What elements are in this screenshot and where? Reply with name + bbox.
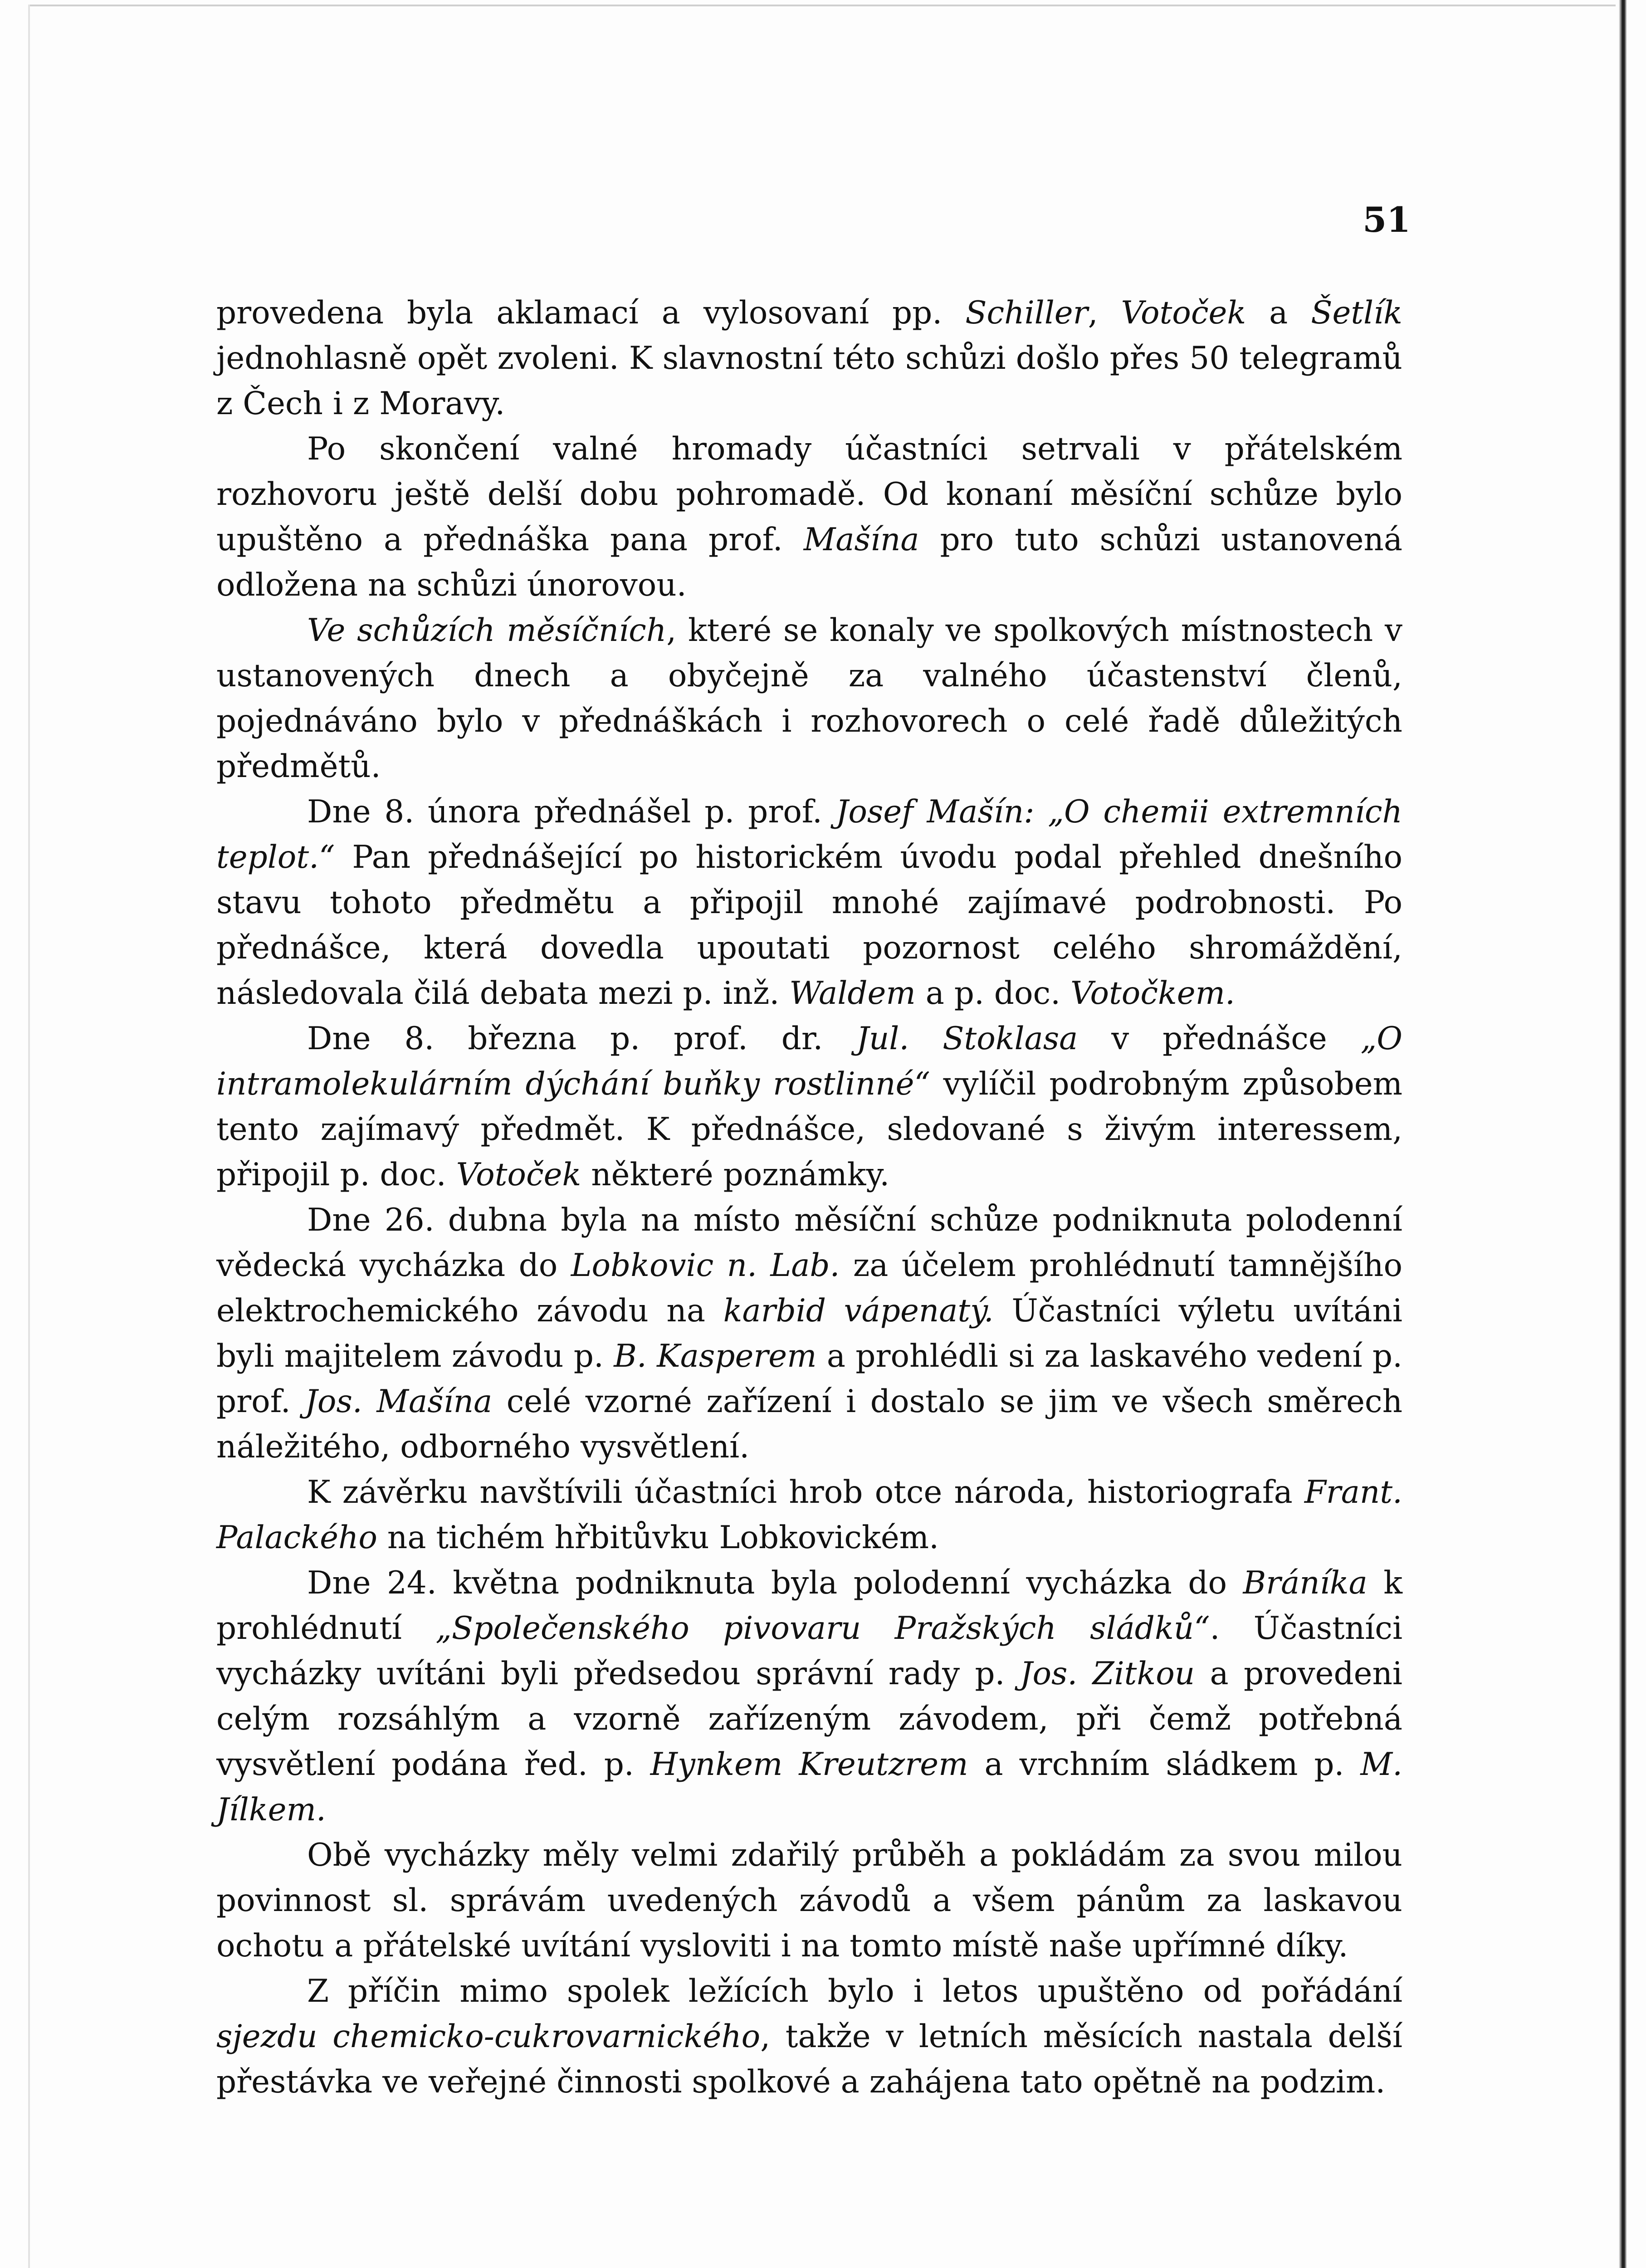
text-segment: Dne 8. března p. prof. dr. bbox=[307, 1021, 857, 1057]
paragraph bbox=[216, 1198, 1402, 1470]
text-segment: za účelem prohlédnutí tamnějšího elektrochemického závodu na bbox=[216, 1247, 1402, 1329]
text-segment: Dne 26. dubna byla na místo měsíční schůze podniknuta polodenní vědecká vycházka do bbox=[216, 1202, 1402, 1284]
text-segment: k prohlédnutí bbox=[216, 1565, 1403, 1647]
paragraph bbox=[216, 608, 1402, 789]
text-segment: K závěrku navštívili účastníci hrob otce národa, historiografa bbox=[307, 1474, 1304, 1510]
text-segment: provedena byla aklamací a vylosovaní pp. bbox=[216, 295, 966, 331]
scan-left-border bbox=[28, 5, 30, 2268]
text-segment: některé poznámky. bbox=[581, 1157, 890, 1193]
italic-name: sjezdu chemicko-cukrovarnického bbox=[216, 2019, 761, 2055]
text-segment: a p. doc. bbox=[915, 975, 1071, 1012]
text-segment: , takže v letních měsících nastala delší přestávka ve veřejné činnosti spolkové a zahájena tato opětně na podzim. bbox=[216, 2019, 1402, 2100]
paragraph bbox=[216, 1969, 1402, 2105]
italic-name: Jul. Stoklasa bbox=[856, 1021, 1078, 1057]
italic-name: Šetlík bbox=[1311, 295, 1402, 331]
text-segment: v přednášce bbox=[1078, 1021, 1361, 1057]
italic-name: Hynkem Kreutzrem bbox=[650, 1746, 968, 1783]
text-segment: a vrchním sládkem p. bbox=[968, 1746, 1361, 1783]
paragraph bbox=[216, 426, 1402, 608]
text-segment: Dne 8. února přednášel p. prof. bbox=[307, 794, 836, 830]
text-segment: celé vzorné zařízení i dostalo se jim ve všech směrech náležitého, odborného vysvětlení. bbox=[216, 1383, 1403, 1465]
text-segment: Obě vycházky měly velmi zdařilý průběh a pokládám za svou milou povinnost sl. správám uvedených závodů a všem pánům za laskavou ochotu a přátelské uvítání vysloviti i na tomto místě naše upřímné díky. bbox=[216, 1837, 1402, 1964]
text-segment: , bbox=[1088, 295, 1121, 331]
italic-name: Waldem bbox=[789, 975, 916, 1012]
italic-name: Frant. Palackého bbox=[216, 1474, 1402, 1556]
text-segment: Z příčin mimo spolek ležících bylo i letos upuštěno od pořádání bbox=[307, 1973, 1402, 2009]
italic-name: Lobkovic n. Lab. bbox=[571, 1247, 840, 1284]
text-segment: Účastníci výletu uvítáni byli majitelem závodu p. bbox=[216, 1293, 1402, 1374]
text-segment: Po skončení valné hromady účastníci setrvali v přátelském rozhovoru ještě delší dobu pohromadě. Od konaní měsíční schůze bylo upuštěno a přednáška pana prof. bbox=[216, 431, 1402, 558]
italic-name: Josef Mašín: „O chemii extremních teplot.“ bbox=[216, 794, 1402, 875]
text-segment: , které se konaly ve spolkových místnostech v ustanovených dnech a obyčejně za valného účastenství členů, pojednáváno bylo v přednáškách i rozhovorech o celé řadě důležitých předmětů. bbox=[216, 612, 1402, 785]
paragraph bbox=[216, 1016, 1402, 1198]
text-segment: jednohlasně opět zvoleni. K slavnostní této schůzi došlo přes 50 telegramů z Čech i z Moravy. bbox=[216, 340, 1402, 422]
italic-name: Votočkem. bbox=[1070, 975, 1235, 1012]
italic-name: Mašína bbox=[803, 522, 919, 558]
italic-name: Schiller bbox=[965, 295, 1088, 331]
text-segment: Pan přednášející po historickém úvodu podal přehled dnešního stavu tohoto předmětu a připojil mnohé zajímavé podrobnosti. Po přednášce, která dovedla upoutati pozornost celého shromáždění, následovala čilá debata mezi p. inž. bbox=[216, 839, 1402, 1012]
text-segment: vylíčil podrobným způsobem tento zajímavý předmět. K přednášce, sledované s živým interessem, připojil p. doc. bbox=[216, 1066, 1402, 1193]
text-segment: . Účastníci vycházky uvítáni byli předsedou správní rady p. bbox=[216, 1610, 1403, 1692]
text-segment: a prohlédli si za laskavého vedení p. prof. bbox=[216, 1338, 1403, 1420]
italic-name: Votoček bbox=[1121, 295, 1246, 331]
italic-name: „O intramolekulárním dýchání buňky rostlinné“ bbox=[216, 1021, 1402, 1102]
paragraph bbox=[216, 1470, 1402, 1560]
italic-name: Jos. Mašína bbox=[305, 1383, 493, 1420]
text-segment: Dne 24. května podniknuta byla polodenní vycházka do bbox=[307, 1565, 1243, 1601]
italic-name: „Společenského pivovaru Pražských sládků“ bbox=[435, 1610, 1210, 1647]
italic-name: Votoček bbox=[456, 1157, 581, 1193]
scan-top-border bbox=[28, 5, 1616, 6]
italic-name: Bráníka bbox=[1243, 1565, 1368, 1601]
text-segment: na tichém hřbitůvku Lobkovickém. bbox=[377, 1520, 939, 1556]
body-text bbox=[216, 290, 1402, 2105]
page-number: 51 bbox=[1363, 200, 1411, 240]
italic-name: Ve schůzích měsíčních bbox=[307, 612, 667, 649]
paragraph bbox=[216, 1560, 1402, 1833]
italic-name: karbid vápenatý. bbox=[723, 1293, 994, 1329]
paragraph bbox=[216, 789, 1402, 1016]
scan-right-edge bbox=[1619, 0, 1627, 2268]
text-segment: a provedeni celým rozsáhlým a vzorně zařízeným závodem, při čemž potřebná vysvětlení podána řed. p. bbox=[216, 1656, 1402, 1783]
italic-name: Jos. Zitkou bbox=[1020, 1656, 1195, 1692]
italic-name: M. Jílkem. bbox=[216, 1746, 1403, 1828]
italic-name: B. Kasperem bbox=[614, 1338, 817, 1374]
text-segment: a bbox=[1246, 295, 1311, 331]
text-segment: pro tuto schůzi ustanovená odložena na schůzi únorovou. bbox=[216, 522, 1402, 603]
paragraph bbox=[216, 1833, 1402, 1969]
paragraph bbox=[216, 290, 1402, 426]
